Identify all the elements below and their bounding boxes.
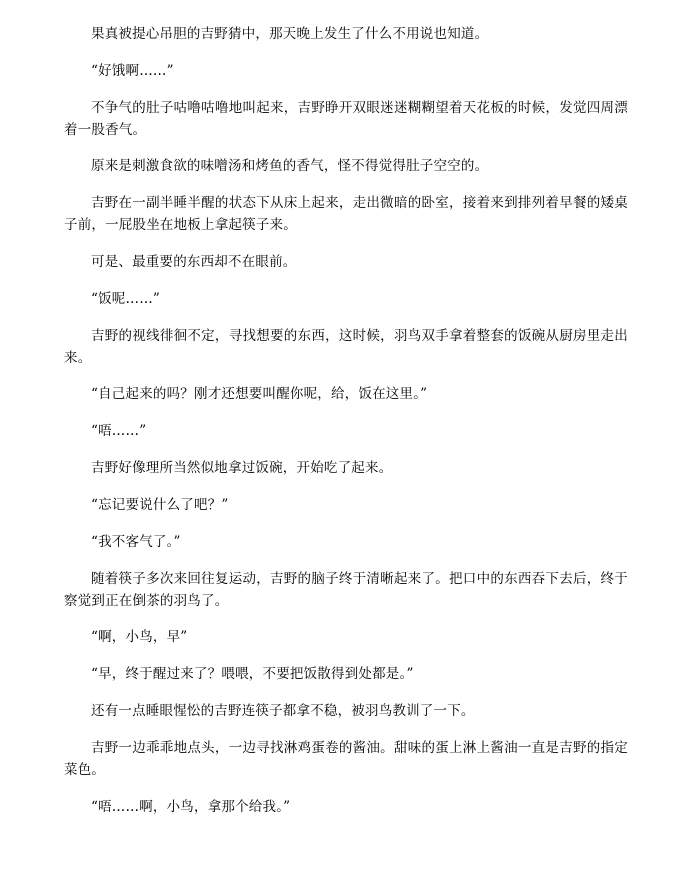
- paragraph: “我不客气了。”: [91, 533, 181, 550]
- paragraph: 吉野一边乖乖地点头，一边寻找淋鸡蛋卷的酱油。甜味的蛋上淋上酱油一直是吉野的指定菜色。: [64, 740, 628, 778]
- paragraph: 原来是刺激食欲的味噌汤和烤鱼的香气，怪不得觉得肚子空空的。: [91, 158, 489, 175]
- paragraph: 不争气的肚子咕噜咕噜地叫起来，吉野睁开双眼迷迷糊糊望着天花板的时候，发觉四周漂着一股香气。: [64, 99, 628, 138]
- paragraph: “好饿啊……”: [91, 62, 174, 79]
- paragraph: “自己起来的吗？刚才还想要叫醒你呢，给，饭在这里。”: [91, 386, 428, 403]
- paragraph: 吉野好像理所当然似地拿过饭碗，开始吃了起来。: [91, 460, 393, 477]
- paragraph: 果真被提心吊胆的吉野猜中，那天晚上发生了什么不用说也知道。: [91, 26, 489, 42]
- paragraph: “啊，小鸟，早”: [91, 629, 188, 646]
- paragraph: “早，终于醒过来了？喂喂，不要把饭散得到处都是。”: [91, 666, 414, 683]
- paragraph: 吉野在一副半睡半醒的状态下从床上起来，走出微暗的卧室，接着来到排列着早餐的矮桌子前，一屁股坐在地板上拿起筷子来。: [64, 195, 628, 234]
- paragraph: 还有一点睡眼惺忪的吉野连筷子都拿不稳，被羽鸟教训了一下。: [91, 703, 475, 720]
- paragraph: “唔……”: [91, 423, 147, 440]
- paragraph: 吉野的视线徘徊不定，寻找想要的东西，这时候，羽鸟双手拿着整套的饭碗从厨房里走出来。: [64, 327, 628, 366]
- document-body: [64, 24, 628, 819]
- paragraph: 随着筷子多次来回往复运动，吉野的脑子终于清晰起来了。把口中的东西吞下去后，终于察觉到正在倒茶的羽鸟了。: [64, 570, 628, 609]
- paragraph: “唔……啊，小鸟，拿那个给我。”: [91, 798, 291, 815]
- paragraph: “饭呢……”: [91, 290, 161, 307]
- paragraph: “忘记要说什么了吧？”: [91, 497, 229, 514]
- paragraph: 可是、最重要的东西却不在眼前。: [91, 254, 297, 271]
